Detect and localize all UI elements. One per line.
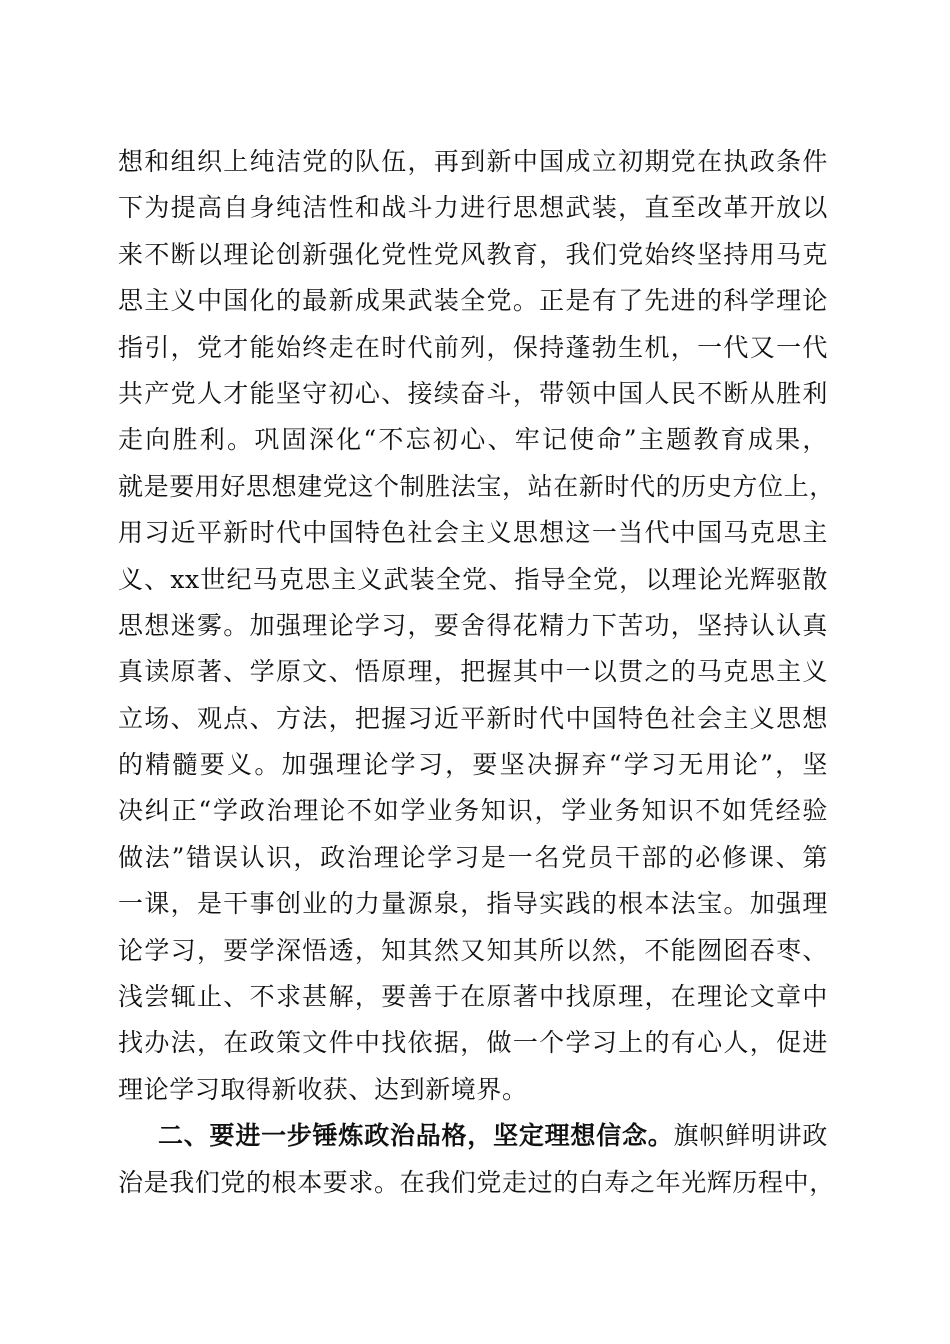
text-line: 浅尝辄止、不求甚解，要善于在原著中找原理，在理论文章中 (118, 982, 828, 1012)
text-line: 治是我们党的根本要求。在我们党走过的白寿之年光辉历程中， (118, 1167, 835, 1197)
text-line: 思想迷雾。加强理论学习，要舍得花精力下苦功，坚持认认真 (118, 610, 828, 640)
text-line: 思主义中国化的最新成果武装全党。正是有了先进的科学理论 (118, 286, 828, 316)
text-line: 理论学习取得新收获、达到新境界。 (118, 1074, 528, 1104)
text-line: 论学习，要学深悟透，知其然又知其所以然，不能囫囵吞枣、 (118, 935, 828, 965)
document-body (118, 139, 835, 1206)
text-line: 指引，党才能始终走在时代前列，保持蓬勃生机，一代又一代 (118, 332, 828, 362)
text-line: 义、xx世纪马克思主义武装全党、指导全党，以理论光辉驱散 (118, 564, 828, 594)
text-line: 想和组织上纯洁党的队伍，再到新中国成立初期党在执政条件 (118, 147, 828, 176)
section-two-first-line (118, 1113, 828, 1159)
text-line: 找办法，在政策文件中找依据，做一个学习上的有心人，促进 (118, 1028, 828, 1058)
text-line: 做法”错误认识，政治理论学习是一名党员干部的必修课、第 (118, 842, 828, 872)
text-line: 真读原著、学原文、悟原理，把握其中一以贯之的马克思主义 (118, 657, 828, 687)
section-heading: 二、要进一步锤炼政治品格，坚定理想信念。 (158, 1121, 674, 1151)
text-line: 一课，是干事创业的力量源泉，指导实践的根本法宝。加强理 (118, 889, 828, 919)
text-line: 来不断以理论创新强化党性党风教育，我们党始终坚持用马克 (118, 239, 828, 269)
section-text: 旗帜鲜明讲政 (673, 1121, 828, 1151)
text-line: 用习近平新时代中国特色社会主义思想这一当代中国马克思主 (118, 518, 828, 548)
text-line: 走向胜利。巩固深化“不忘初心、牢记使命”主题教育成果， (118, 425, 828, 455)
text-line: 决纠正“学政治理论不如学业务知识，学业务知识不如凭经验 (118, 796, 828, 826)
text-line: 就是要用好思想建党这个制胜法宝，站在新时代的历史方位上， (118, 471, 835, 501)
text-line: 立场、观点、方法，把握习近平新时代中国特色社会主义思想 (118, 703, 828, 733)
text-line: 的精髓要义。加强理论学习，要坚决摒弃“学习无用论”，坚 (118, 750, 828, 780)
text-line: 共产党人才能坚守初心、接续奋斗，带领中国人民不断从胜利 (118, 378, 828, 408)
text-line: 下为提高自身纯洁性和战斗力进行思想武装，直至改革开放以 (118, 193, 828, 223)
